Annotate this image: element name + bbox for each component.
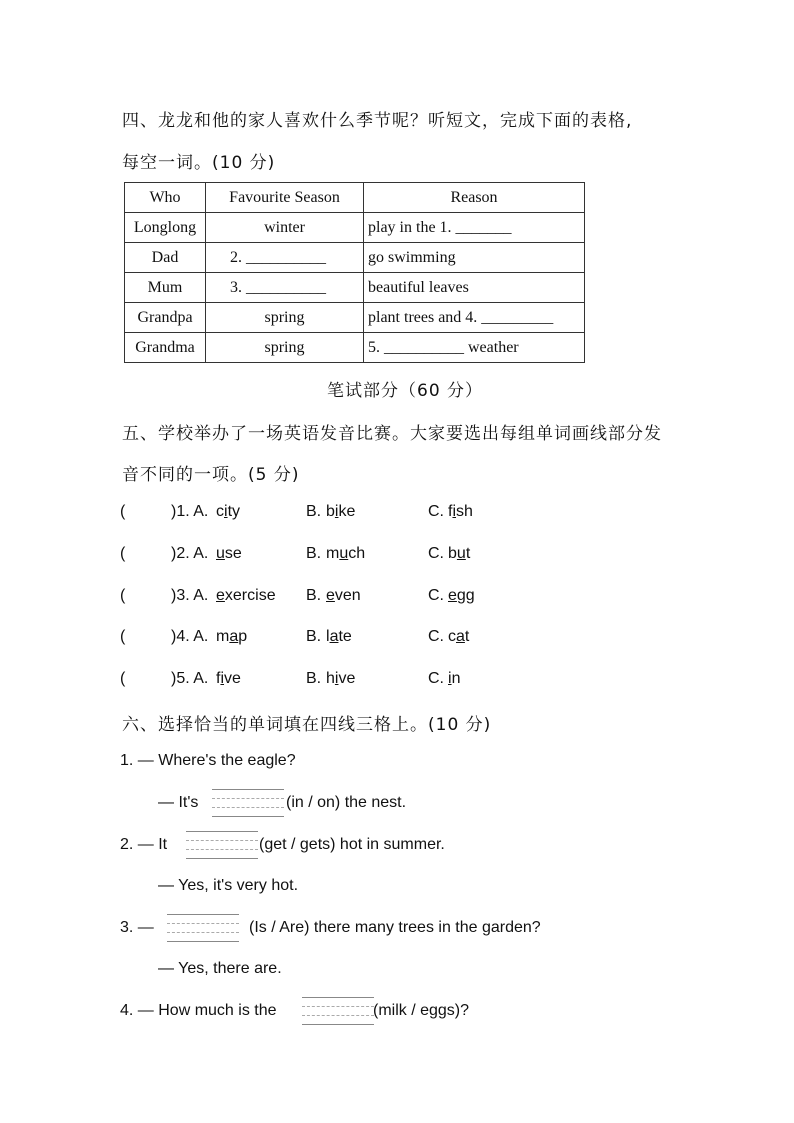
cell-season: winter bbox=[206, 213, 364, 243]
q1-line2-pre: — It's bbox=[158, 794, 199, 811]
word-part: se bbox=[224, 545, 242, 562]
cell-season-blank: 3. __________ bbox=[206, 273, 364, 303]
q2-line1-pre: 2. — It bbox=[120, 836, 168, 853]
q1-answer-lines[interactable] bbox=[212, 789, 284, 817]
word-part: b bbox=[326, 503, 335, 520]
word-part: c bbox=[448, 628, 456, 645]
underlined-letter: i bbox=[452, 503, 457, 520]
answer-paren-open[interactable]: ( bbox=[120, 628, 126, 645]
q3-line1-pre: 3. — bbox=[120, 919, 154, 936]
cell-reason: plant trees and 4. _________ bbox=[364, 303, 585, 333]
word-part: f bbox=[448, 503, 453, 520]
word-part: b bbox=[448, 545, 457, 562]
option-a-word bbox=[216, 545, 242, 563]
cell-who: Grandma bbox=[125, 333, 206, 363]
word-part: l bbox=[326, 628, 330, 645]
word-part: ke bbox=[338, 503, 356, 520]
section6-title: 六、选择恰当的单词填在四线三格上。(10 分) bbox=[122, 715, 492, 735]
q3-line1-post: (Is / Are) there many trees in the garden? bbox=[249, 919, 541, 936]
option-a-word bbox=[216, 628, 247, 646]
option-b-word bbox=[326, 628, 352, 646]
cell-reason: 5. __________ weather bbox=[364, 333, 585, 363]
header-favourite-season: Favourite Season bbox=[206, 183, 364, 213]
option-c-label: C. bbox=[428, 628, 444, 645]
option-c-word bbox=[448, 503, 473, 521]
word-part: f bbox=[216, 670, 221, 687]
underlined-letter: u bbox=[216, 545, 225, 562]
q2-line2: — Yes, it's very hot. bbox=[158, 877, 299, 894]
word-part: n bbox=[451, 670, 461, 687]
word-part: sh bbox=[456, 503, 473, 520]
word-part: h bbox=[326, 670, 335, 687]
q4-line1-pre: 4. — How much is the bbox=[120, 1002, 277, 1019]
option-c-word bbox=[448, 628, 469, 646]
option-c-label: C. bbox=[428, 587, 444, 604]
underlined-letter: e bbox=[216, 587, 225, 604]
item-number-a-label: )2. A. bbox=[171, 545, 209, 562]
cell-reason: beautiful leaves bbox=[364, 273, 585, 303]
q2-line1-post: (get / gets) hot in summer. bbox=[259, 836, 445, 853]
q4-line1-post: (milk / eggs)? bbox=[373, 1002, 470, 1019]
word-part: m bbox=[326, 545, 340, 562]
q1-line2-post: (in / on) the nest. bbox=[286, 794, 407, 811]
cell-who: Mum bbox=[125, 273, 206, 303]
word-part: t bbox=[464, 628, 470, 645]
table-row bbox=[125, 243, 585, 273]
underlined-letter: i bbox=[334, 503, 339, 520]
answer-paren-open[interactable]: ( bbox=[120, 670, 126, 687]
option-b-word bbox=[326, 545, 365, 563]
option-c-word bbox=[448, 587, 475, 605]
word-part: ve bbox=[338, 670, 356, 687]
underlined-letter: a bbox=[329, 628, 339, 645]
underlined-letter: a bbox=[229, 628, 239, 645]
option-b-word bbox=[326, 670, 355, 688]
cell-who: Grandpa bbox=[125, 303, 206, 333]
q3-line2: — Yes, there are. bbox=[158, 960, 282, 977]
underlined-letter: u bbox=[339, 545, 349, 562]
option-a-word bbox=[216, 587, 276, 605]
option-b-label: B. bbox=[306, 628, 322, 645]
q3-answer-lines[interactable] bbox=[167, 914, 239, 942]
q2-answer-lines[interactable] bbox=[186, 831, 258, 859]
cell-season-blank: 2. __________ bbox=[206, 243, 364, 273]
option-c-label: C. bbox=[428, 503, 444, 520]
table-row bbox=[125, 303, 585, 333]
word-part: te bbox=[338, 628, 352, 645]
word-part: ven bbox=[334, 587, 361, 604]
option-c-label: C. bbox=[428, 670, 444, 687]
cell-reason: play in the 1. _______ bbox=[364, 213, 585, 243]
header-reason: Reason bbox=[364, 183, 585, 213]
cell-who: Dad bbox=[125, 243, 206, 273]
cell-who: Longlong bbox=[125, 213, 206, 243]
table-row bbox=[125, 213, 585, 243]
underlined-letter: i bbox=[220, 670, 225, 687]
header-who: Who bbox=[125, 183, 206, 213]
answer-paren-open[interactable]: ( bbox=[120, 545, 126, 562]
underlined-letter: i bbox=[334, 670, 339, 687]
word-part: ty bbox=[227, 503, 241, 520]
option-c-word bbox=[448, 670, 460, 688]
written-part-title: 笔试部分（60 分） bbox=[327, 381, 484, 401]
section5-title-line2: 音不同的一项。(5 分) bbox=[122, 465, 300, 485]
word-part: ve bbox=[224, 670, 241, 687]
q1-line1: 1. — Where's the eagle? bbox=[120, 752, 296, 769]
word-part: xercise bbox=[224, 587, 276, 604]
underlined-letter: e bbox=[326, 587, 335, 604]
item-number-a-label: )4. A. bbox=[171, 628, 209, 645]
option-a-word bbox=[216, 670, 241, 688]
underlined-letter: u bbox=[456, 545, 466, 562]
option-b-label: B. bbox=[306, 587, 322, 604]
answer-paren-open[interactable]: ( bbox=[120, 587, 126, 604]
word-part: t bbox=[465, 545, 471, 562]
answer-paren-open[interactable]: ( bbox=[120, 503, 126, 520]
cell-reason: go swimming bbox=[364, 243, 585, 273]
q4-answer-lines[interactable] bbox=[302, 997, 374, 1025]
option-b-label: B. bbox=[306, 670, 322, 687]
item-number-a-label: )5. A. bbox=[171, 670, 209, 687]
option-c-label: C. bbox=[428, 545, 444, 562]
word-part: p bbox=[238, 628, 248, 645]
underlined-letter: e bbox=[448, 587, 457, 604]
option-a-word bbox=[216, 503, 240, 521]
word-part: ch bbox=[348, 545, 366, 562]
cell-season: spring bbox=[206, 333, 364, 363]
section4-title-line2: 每空一词。(10 分) bbox=[122, 153, 276, 173]
table-row bbox=[125, 333, 585, 363]
word-part: c bbox=[216, 503, 224, 520]
item-number-a-label: )3. A. bbox=[171, 587, 209, 604]
option-b-word bbox=[326, 587, 361, 605]
underlined-letter: a bbox=[456, 628, 465, 645]
cell-season: spring bbox=[206, 303, 364, 333]
option-b-label: B. bbox=[306, 503, 322, 520]
option-c-word bbox=[448, 545, 470, 563]
item-number-a-label: )1. A. bbox=[171, 503, 209, 520]
table-header-row bbox=[125, 183, 585, 213]
option-b-word bbox=[326, 503, 355, 521]
table-row bbox=[125, 273, 585, 303]
underlined-letter: i bbox=[224, 503, 228, 520]
underlined-letter: i bbox=[448, 670, 452, 687]
section4-title-line1: 四、龙龙和他的家人喜欢什么季节呢？听短文，完成下面的表格, bbox=[122, 111, 633, 131]
word-part: m bbox=[216, 628, 230, 645]
word-part: gg bbox=[456, 587, 475, 604]
option-b-label: B. bbox=[306, 545, 322, 562]
season-table bbox=[124, 182, 585, 363]
section5-title-line1: 五、学校举办了一场英语发音比赛。大家要选出每组单词画线部分发 bbox=[122, 424, 662, 444]
